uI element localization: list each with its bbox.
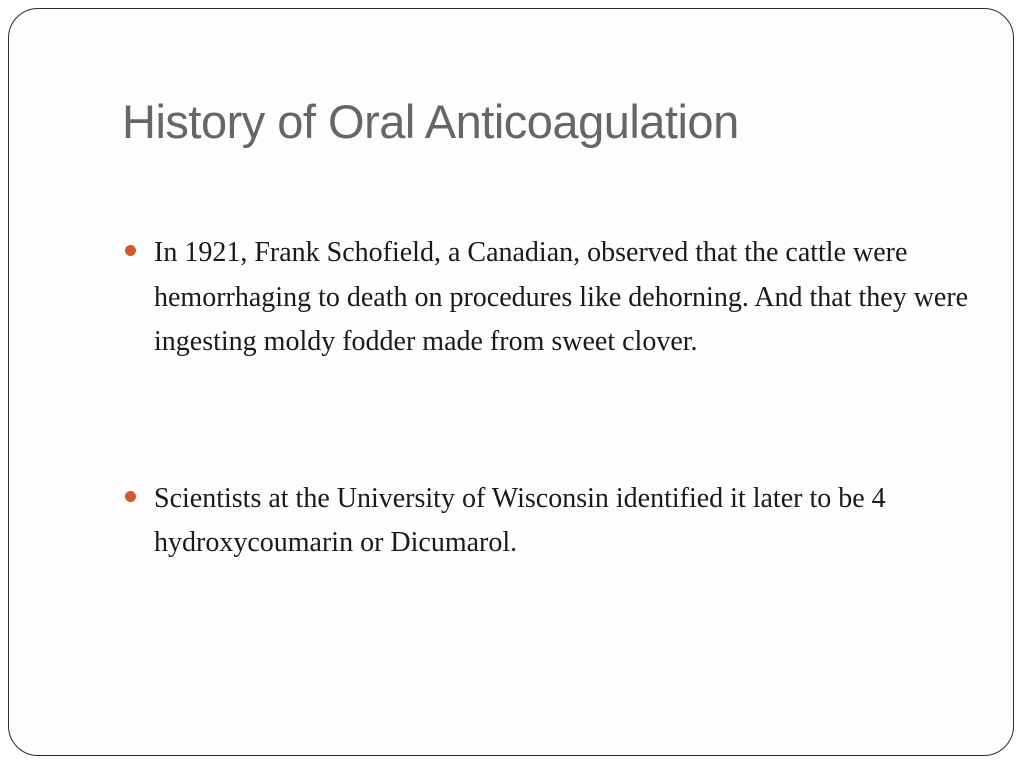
bullet-list (122, 231, 982, 566)
bullet-dot-icon (125, 245, 136, 256)
slide-title: History of Oral Anticoagulation (122, 95, 739, 148)
bullet-dot-icon (125, 491, 136, 502)
slide-frame (8, 8, 1014, 756)
bullet-item-wisconsin (122, 477, 982, 566)
bullet-text: In 1921, Frank Schofield, a Canadian, observed that the cattle were hemorrhaging to death on procedures like dehorning. And that they were ingesting moldy fodder made from sweet clover. (154, 237, 969, 357)
bullet-text: Scientists at the University of Wisconsin identified it later to be 4 hydroxycoumarin or Dicumarol. (154, 482, 886, 558)
bullet-item-schofield (122, 231, 982, 365)
